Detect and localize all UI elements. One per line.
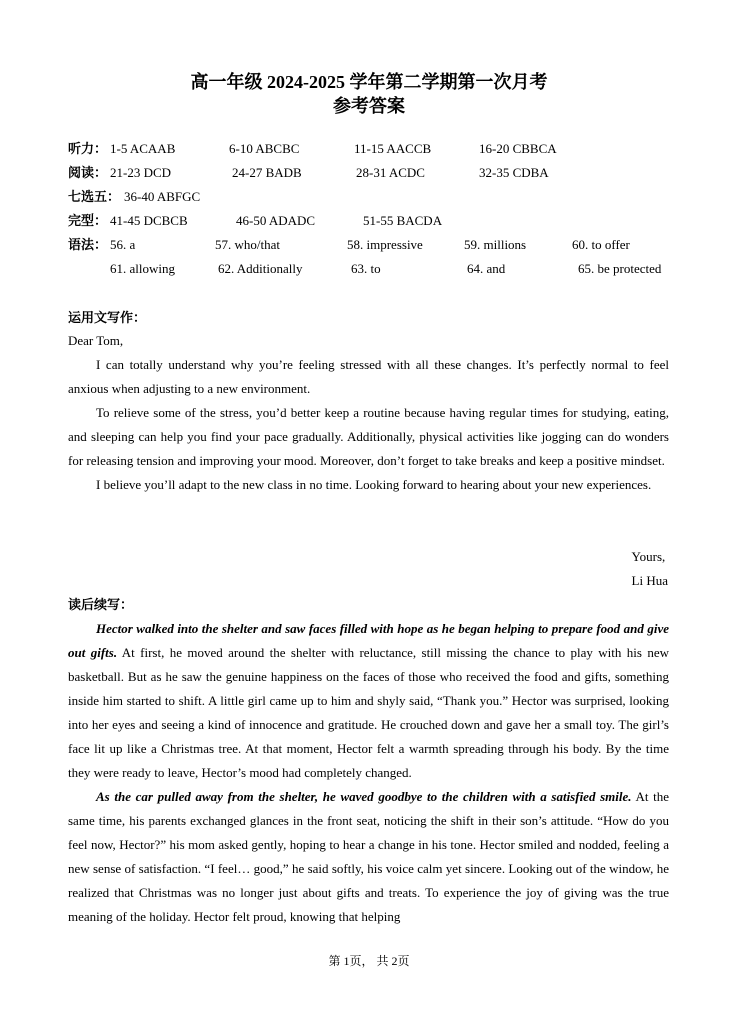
reading-answer-3: 28-31 ACDC — [356, 165, 425, 180]
answers-grammar-row1 — [68, 237, 630, 253]
story-paragraph-1 — [68, 617, 669, 785]
page-title: 高一年级 2024-2025 学年第二学期第一次月考 — [190, 72, 548, 92]
story-paragraph-2-lead: As the car pulled away from the shelter, he waved goodbye to the children with a satisfied smile. — [96, 789, 632, 804]
reading-answer-4: 32-35 CDBA — [479, 165, 549, 180]
grammar-answer-63: 63. to — [351, 261, 381, 276]
answers-seven-five — [68, 189, 201, 205]
story-paragraph-2-body: At the same time, his parents exchanged glances in the front seat, noticing the shift in their son’s attitude. “How do you feel now, Hector?” his mom asked gently, hoping to hear a change in his tone. Hector smiled and nodded, feeling a new sense of satisfaction. “I feel… good,” he said softly, his voice calm yet sincere. Looking out of the window, he realized that Christmas was no longer just about gifts and treats. To experience the joy of giving was the true meaning of the holiday. Hector felt proud, knowing that helping — [68, 789, 669, 924]
seven-five-label: 七选五： — [68, 189, 121, 204]
practical-writing-heading: 运用文写作： — [68, 310, 147, 325]
grammar-answer-58: 58. impressive — [347, 237, 423, 252]
listening-answer-1: 1-5 ACAAB — [110, 141, 176, 156]
grammar-answer-59: 59. millions — [464, 237, 527, 252]
seven-five-answer: 36-40 ABFGC — [124, 189, 201, 204]
grammar-answer-60: 60. to offer — [572, 237, 630, 252]
practical-writing-letter — [68, 329, 669, 497]
answers-cloze — [68, 213, 443, 229]
listening-label: 听力： — [68, 141, 108, 156]
answers-listening — [68, 141, 557, 157]
letter-paragraph-1: I can totally understand why you’re feeling stressed with all these changes. It’s perfectly normal to feel anxious when adjusting to a new environment. — [68, 357, 669, 396]
page-subtitle: 参考答案 — [333, 96, 405, 116]
answers-reading — [68, 165, 549, 181]
story-paragraph-2 — [68, 785, 669, 929]
letter-signature: Li Hua — [631, 573, 668, 588]
grammar-answer-62: 62. Additionally — [218, 261, 303, 276]
story-paragraph-1-lead: Hector walked into the shelter and saw faces filled with hope as he began helping to prepare food and give out gifts. — [68, 621, 669, 660]
cloze-label: 完型： — [68, 213, 108, 228]
letter-paragraph-3: I believe you’ll adapt to the new class in no time. Looking forward to hearing about your new experiences. — [96, 477, 652, 492]
grammar-label: 语法： — [68, 237, 108, 252]
grammar-answer-61: 61. allowing — [110, 261, 175, 276]
cloze-answer-2: 46-50 ADADC — [236, 213, 316, 228]
reading-label: 阅读： — [68, 165, 108, 180]
cloze-answer-3: 51-55 BACDA — [363, 213, 443, 228]
continuation-writing-heading: 读后续写： — [68, 597, 134, 612]
letter-closing — [632, 545, 668, 593]
letter-greeting: Dear Tom, — [68, 333, 124, 348]
listening-answer-2: 6-10 ABCBC — [229, 141, 300, 156]
reading-answer-1: 21-23 DCD — [110, 165, 172, 180]
reading-answer-2: 24-27 BADB — [232, 165, 302, 180]
letter-closing-word: Yours, — [631, 549, 666, 564]
cloze-answer-1: 41-45 DCBCB — [110, 213, 188, 228]
story-paragraph-1-body: At first, he moved around the shelter with reluctance, still missing the chance to play with his new basketball. But as he saw the genuine happiness on the faces of those who received the food and gifts, something inside him started to shift. A little girl came up to him and shyly said, “Thank you.” Hector was surprised, looking into her eyes and seeing a kind of innocence and gratitude. He crouched down and gave her a small toy. The girl’s face lit up like a Christmas tree. At that moment, Hector felt a warmth spreading through his body. By the time they were ready to leave, Hector’s mood had completely changed. — [68, 645, 669, 780]
grammar-answer-56: 56. a — [110, 237, 136, 252]
continuation-writing-text — [68, 617, 669, 929]
listening-answer-3: 11-15 AACCB — [354, 141, 432, 156]
grammar-answer-57: 57. who/that — [215, 237, 280, 252]
page-footer: 第 1页， 共 2页 — [328, 954, 410, 968]
letter-paragraph-2: To relieve some of the stress, you’d better keep a routine because having regular times for studying, eating, and sleeping can help you find your pace gradually. Additionally, physical activities like jogging can do wonders for releasing tension and improving your mood. Moreover, don’t forget to take breaks and keep a positive mindset. — [68, 405, 669, 468]
grammar-answer-64: 64. and — [467, 261, 506, 276]
grammar-answer-65: 65. be protected — [578, 261, 662, 276]
listening-answer-4: 16-20 CBBCA — [479, 141, 557, 156]
